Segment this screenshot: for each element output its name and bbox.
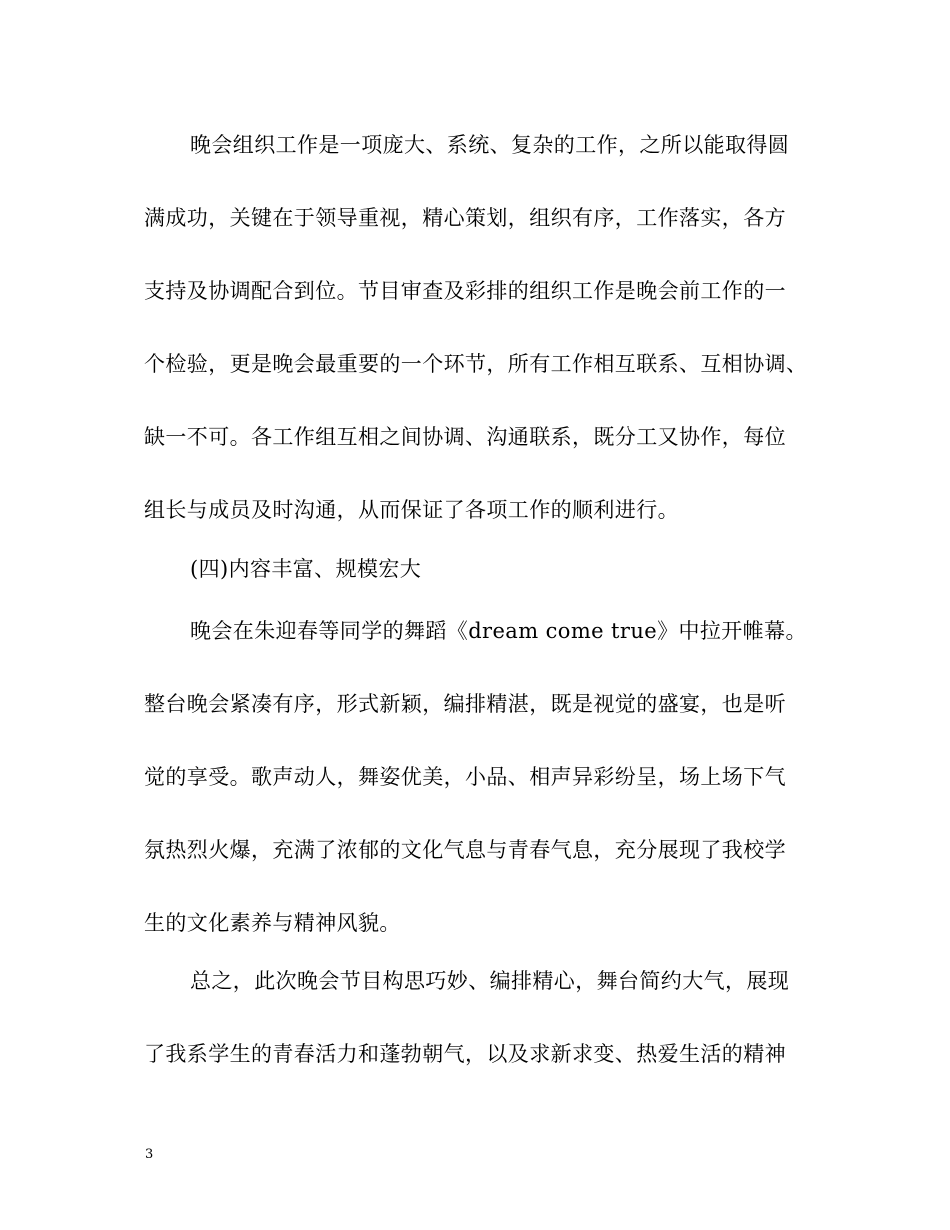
- section-heading: (四)内容丰富、规模宏大: [190, 557, 422, 581]
- paragraph-line: 晚会在朱迎春等同学的舞蹈《dream come true》中拉开帷幕。: [190, 619, 807, 643]
- paragraph-line: 晚会组织工作是一项庞大、系统、复杂的工作，之所以能取得圆: [190, 133, 790, 157]
- paragraph-line: 总之，此次晚会节目构思巧妙、编排精心，舞台简约大气，展现: [190, 969, 790, 993]
- paragraph-line: 整台晚会紧凑有序，形式新颖，编排精湛，既是视觉的盛宴，也是听: [144, 692, 786, 716]
- paragraph-line: 了我系学生的青春活力和蓬勃朝气，以及求新求变、热爱生活的精神: [144, 1042, 786, 1066]
- paragraph-line: 缺一不可。各工作组互相之间协调、沟通联系，既分工又协作，每位: [144, 425, 786, 449]
- paragraph-line: 个检验，更是晚会最重要的一个环节，所有工作相互联系、互相协调、: [144, 352, 808, 376]
- page-number: 3: [145, 1147, 154, 1162]
- paragraph-line: 氛热烈火爆，充满了浓郁的文化气息与青春气息，充分展现了我校学: [144, 838, 786, 862]
- paragraph-line: 组长与成员及时沟通，从而保证了各项工作的顺利进行。: [144, 498, 679, 522]
- paragraph-line: 觉的享受。歌声动人，舞姿优美，小品、相声异彩纷呈，场上场下气: [144, 765, 786, 789]
- paragraph-line: 满成功，关键在于领导重视，精心策划，组织有序，工作落实，各方: [144, 206, 786, 230]
- paragraph-line: 支持及协调配合到位。节目审查及彩排的组织工作是晚会前工作的一: [144, 279, 786, 303]
- paragraph-line: 生的文化素养与精神风貌。: [144, 911, 401, 935]
